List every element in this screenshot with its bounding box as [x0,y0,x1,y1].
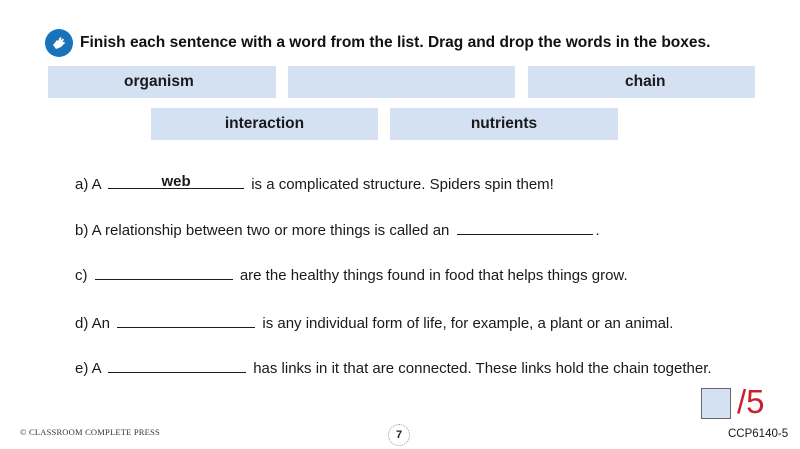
sentence-e: e) A has links in it that are connected. These links hold the chain together. [75,360,712,377]
drop-blank-e[interactable] [108,358,246,373]
drop-blank-c[interactable] [95,265,233,280]
sentence-b: b) A relationship between two or more things is called an . [75,222,600,239]
word-tile-organism[interactable] [48,66,276,98]
publisher-logo: © CLASSROOM COMPLETE PRESS [20,427,160,437]
answer-text: web [161,173,191,190]
sentence-d: d) An is any individual form of life, for example, a plant or an animal. [75,315,674,332]
drop-blank-b[interactable] [457,220,593,235]
word-tile-interaction[interactable] [151,108,378,140]
word-label: nutrients [470,115,538,132]
word-label: organism [124,73,194,90]
drop-blank-d[interactable] [117,313,255,328]
drop-blank-a[interactable] [108,174,244,189]
word-tile-empty[interactable] [288,66,515,98]
score-input-box[interactable] [701,388,731,419]
sentence-a: a) A web is a complicated structure. Spiders spin them! [75,173,554,193]
word-tile-nutrients[interactable] [390,108,618,140]
word-label: interaction [224,115,305,132]
sentence-c: c) are the healthy things found in food that helps things grow. [75,267,628,284]
product-code: CCP6140-5 [728,428,789,440]
page-number: 7 [388,424,410,446]
score-total: /5 [737,383,765,420]
instruction-text: Finish each sentence with a word from the list. Drag and drop the words in the boxes. [80,34,711,51]
word-tile-chain[interactable] [528,66,755,98]
word-label: chain [625,73,666,90]
hand-pointer-icon [45,29,73,57]
